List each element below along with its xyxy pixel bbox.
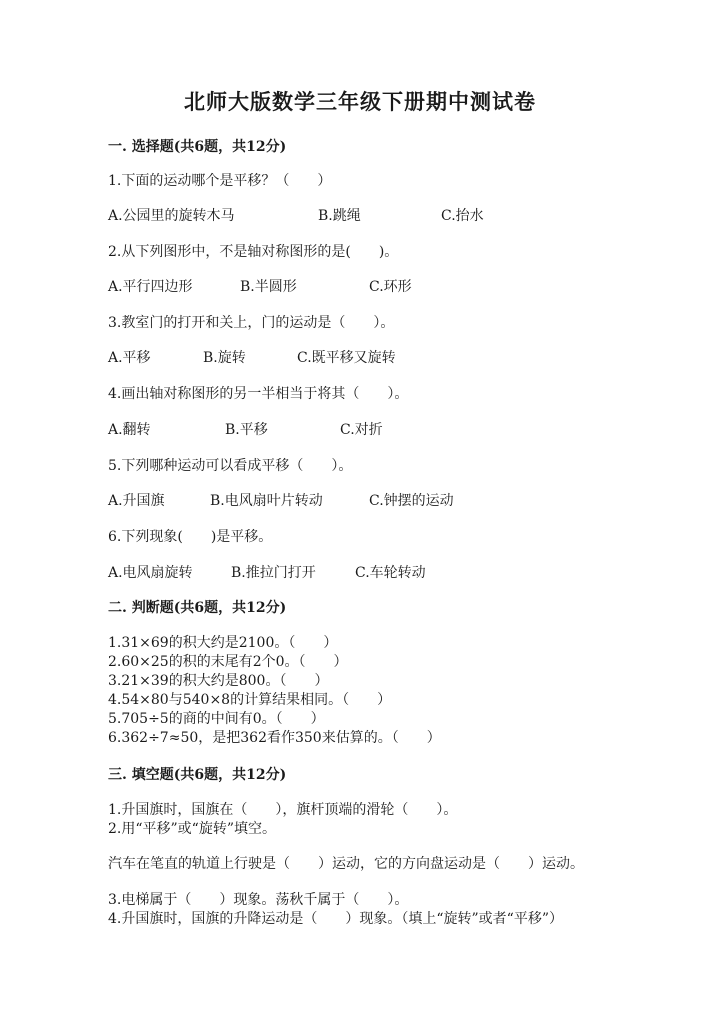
judgement-item-2: 2.60×25的积的末尾有2个0。（ ） <box>108 654 348 670</box>
q6-option-b: B.推拉门打开 <box>231 565 316 581</box>
question-1: 1.下面的运动哪个是平移？（ ） <box>108 173 332 189</box>
question-5: 5.下列哪种运动可以看成平移（ ）。 <box>108 458 353 474</box>
fill-item-3: 3.电梯属于（ ）现象。荡秋千属于（ ）。 <box>108 892 409 908</box>
judgement-item-5: 5.705÷5的商的中间有0。（ ） <box>108 711 325 727</box>
q6-option-a: A.电风扇旋转 <box>108 565 193 581</box>
judgement-item-3: 3.21×39的积大约是800。（ ） <box>108 673 329 689</box>
q1-option-c: C.抬水 <box>441 208 484 224</box>
q6-option-c: C.车轮转动 <box>355 565 426 581</box>
q3-option-c: C.既平移又旋转 <box>297 350 396 366</box>
q4-option-a: A.翻转 <box>108 422 151 438</box>
question-2: 2.从下列图形中，不是轴对称图形的是( )。 <box>108 244 399 260</box>
judgement-item-6: 6.362÷7≈50，是把362看作350来估算的。（ ） <box>108 730 441 746</box>
q1-option-b: B.跳绳 <box>318 208 361 224</box>
page-title: 北师大版数学三年级下册期中测试卷 <box>184 89 536 114</box>
judgement-item-4: 4.54×80与540×8的计算结果相同。（ ） <box>108 692 392 708</box>
q4-option-c: C.对折 <box>340 422 383 438</box>
q4-option-b: B.平移 <box>225 422 268 438</box>
q5-option-b: B.电风扇叶片转动 <box>210 493 323 509</box>
section-heading-choice: 一. 选择题(共6题，共12分) <box>108 139 287 155</box>
fill-item-2: 2.用“平移”或“旋转”填空。 <box>108 821 276 837</box>
fill-item-1: 1.升国旗时，国旗在（ ），旗杆顶端的滑轮（ ）。 <box>108 802 458 818</box>
q2-option-c: C.环形 <box>369 279 412 295</box>
question-4: 4.画出轴对称图形的另一半相当于将其（ ）。 <box>108 386 409 402</box>
judgement-item-1: 1.31×69的积大约是2100。（ ） <box>108 635 338 651</box>
q5-option-c: C.钟摆的运动 <box>369 493 454 509</box>
q3-option-a: A.平移 <box>108 350 151 366</box>
q1-option-a: A.公园里的旋转木马 <box>108 208 235 224</box>
section-heading-judgement: 二. 判断题(共6题，共12分) <box>108 600 287 616</box>
q2-option-b: B.半圆形 <box>240 279 297 295</box>
fill-item-4: 4.升国旗时，国旗的升降运动是（ ）现象。（填上“旋转”或者“平移”） <box>108 911 563 927</box>
question-3: 3.教室门的打开和关上，门的运动是（ ）。 <box>108 315 395 331</box>
q2-option-a: A.平行四边形 <box>108 279 193 295</box>
section-heading-fill-blank: 三. 填空题(共6题，共12分) <box>108 767 287 783</box>
question-6: 6.下列现象( )是平移。 <box>108 529 273 545</box>
q5-option-a: A.升国旗 <box>108 493 165 509</box>
fill-item-2-sentence: 汽车在笔直的轨道上行驶是（ ）运动，它的方向盘运动是（ ）运动。 <box>108 856 584 872</box>
q3-option-b: B.旋转 <box>203 350 246 366</box>
